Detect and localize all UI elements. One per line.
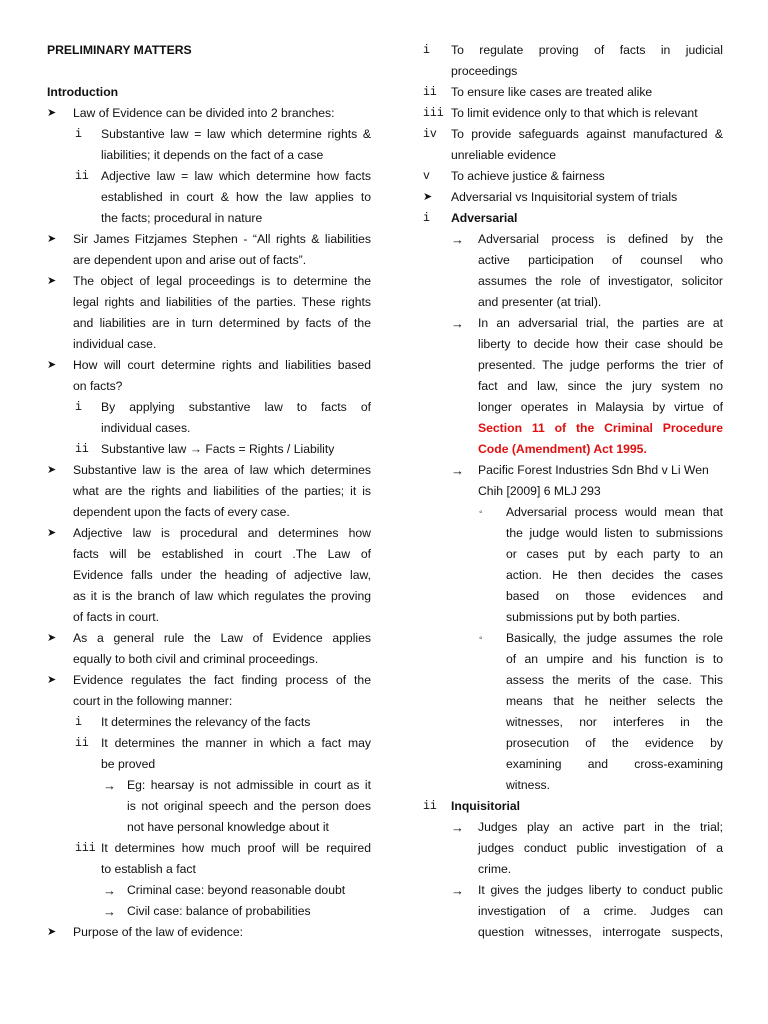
text-line bbox=[423, 628, 723, 649]
line-text: established in court & how the law applies to bbox=[101, 190, 371, 204]
line-text: means that he neither selects the bbox=[506, 694, 723, 708]
text-line bbox=[47, 124, 371, 145]
arrow-right-icon: → bbox=[451, 820, 464, 835]
text-line bbox=[47, 817, 371, 838]
line-text: dependent upon the facts of every case. bbox=[73, 505, 290, 519]
text-line bbox=[423, 775, 723, 796]
line-text: Evidence regulates the fact finding process of the bbox=[73, 673, 371, 687]
text-line bbox=[423, 754, 723, 775]
roman-numeral-marker: i bbox=[423, 44, 430, 57]
text-line bbox=[47, 628, 371, 649]
text-line bbox=[423, 166, 723, 187]
arrow-right-icon: → bbox=[103, 883, 116, 898]
text-line bbox=[423, 292, 723, 313]
line-text: To limit evidence only to that which is relevant bbox=[451, 106, 698, 120]
text-line bbox=[423, 502, 723, 523]
roman-numeral-marker: iii bbox=[75, 842, 96, 855]
text-line bbox=[423, 922, 723, 943]
text-line bbox=[423, 544, 723, 565]
line-text: liberty to decide how their case should be bbox=[478, 337, 723, 351]
text-line bbox=[423, 649, 723, 670]
line-text: individual cases. bbox=[101, 421, 191, 435]
text-line bbox=[423, 691, 723, 712]
subheading: Adversarial bbox=[451, 211, 518, 225]
text-line bbox=[47, 544, 371, 565]
text-line bbox=[47, 670, 371, 691]
line-text: assess the merits of the case. This bbox=[506, 673, 723, 687]
roman-numeral-marker: iii bbox=[423, 107, 444, 120]
line-text: facts will be established in court .The Law of bbox=[73, 547, 371, 561]
roman-numeral-marker: ii bbox=[75, 170, 89, 183]
text-line bbox=[423, 838, 723, 859]
text-line bbox=[47, 250, 371, 271]
line-text: examining and cross-examining bbox=[506, 757, 723, 771]
line-text: prosecution of the evidence by bbox=[506, 736, 723, 750]
text-line bbox=[423, 271, 723, 292]
text-line bbox=[423, 40, 723, 61]
line-text: Judges play an active part in the trial; bbox=[478, 820, 723, 834]
text-line bbox=[47, 880, 371, 901]
line-text: Adversarial vs Inquisitorial system of trials bbox=[451, 190, 678, 204]
text-line bbox=[47, 796, 371, 817]
text-line bbox=[47, 712, 371, 733]
line-text: and presenter (at trial). bbox=[478, 295, 602, 309]
bullet-icon: ➤ bbox=[47, 632, 57, 644]
text-line bbox=[47, 523, 371, 544]
text-line bbox=[423, 187, 723, 208]
text-line bbox=[423, 817, 723, 838]
line-text: witnesses, nor interferes in the bbox=[506, 715, 723, 729]
line-text: the judge would listen to submissions bbox=[506, 526, 723, 540]
text-line bbox=[47, 397, 371, 418]
line-text: submissions put by both parties. bbox=[506, 610, 681, 624]
text-line bbox=[47, 922, 371, 943]
line-text: are dependent upon and arise out of facts”. bbox=[73, 253, 307, 267]
text-line bbox=[423, 418, 723, 439]
line-text: Criminal case: beyond reasonable doubt bbox=[127, 883, 346, 897]
line-text: is not original speech and the person does bbox=[127, 799, 371, 813]
text-line bbox=[423, 901, 723, 922]
line-text: action. He then decides the cases bbox=[506, 568, 723, 582]
line-text: and liabilities are in turn determined by facts of the bbox=[73, 316, 371, 330]
text-line bbox=[423, 565, 723, 586]
roman-numeral-marker: iv bbox=[423, 128, 437, 141]
text-line bbox=[423, 523, 723, 544]
roman-numeral-marker: i bbox=[75, 401, 82, 414]
text-line bbox=[47, 187, 371, 208]
text-line bbox=[47, 481, 371, 502]
line-text: fact and law, since the jury system no bbox=[478, 379, 723, 393]
text-line bbox=[423, 313, 723, 334]
text-line bbox=[423, 61, 723, 82]
text-line bbox=[423, 733, 723, 754]
text-line bbox=[423, 880, 723, 901]
text-line bbox=[423, 376, 723, 397]
roman-numeral-marker: ii bbox=[423, 86, 437, 99]
text-line bbox=[47, 607, 371, 628]
line-text: Sir James Fitzjames Stephen - “All rights & liabilities bbox=[73, 232, 371, 246]
line-text: as it is the branch of law which regulates the proving bbox=[73, 589, 371, 603]
text-line bbox=[423, 355, 723, 376]
text-line bbox=[423, 145, 723, 166]
text-line bbox=[47, 334, 371, 355]
line-text: longer operates in Malaysia by virtue of bbox=[478, 400, 723, 414]
text-line bbox=[47, 838, 371, 859]
line-text: unreliable evidence bbox=[451, 148, 557, 162]
line-text: be proved bbox=[101, 757, 156, 771]
line-text: In an adversarial trial, the parties are at bbox=[478, 316, 723, 330]
line-text: Basically, the judge assumes the role bbox=[506, 631, 723, 645]
roman-numeral-marker: ii bbox=[423, 800, 437, 813]
line-text: To ensure like cases are treated alike bbox=[451, 85, 653, 99]
line-text: To regulate proving of facts in judicial bbox=[451, 43, 723, 57]
roman-numeral-marker: i bbox=[423, 212, 430, 225]
statute-reference: Section 11 of the Criminal Procedure bbox=[478, 421, 723, 435]
text-line bbox=[47, 166, 371, 187]
arrow-right-icon: → bbox=[451, 232, 464, 247]
line-text: what are the rights and liabilities of the parties; it is bbox=[73, 484, 371, 498]
text-line bbox=[423, 229, 723, 250]
line-text: Evidence falls under the heading of adjective law, bbox=[73, 568, 371, 582]
text-line bbox=[423, 334, 723, 355]
line-text: By applying substantive law to facts of bbox=[101, 400, 371, 414]
line-text: of an umpire and his function is to bbox=[506, 652, 723, 666]
line-text: Substantive law = law which determine rights & bbox=[101, 127, 371, 141]
text-line bbox=[47, 40, 371, 61]
text-line bbox=[423, 82, 723, 103]
bullet-icon: ➤ bbox=[47, 527, 57, 539]
text-line bbox=[47, 145, 371, 166]
line-text: the facts; procedural in nature bbox=[101, 211, 263, 225]
circle-bullet-icon: ◦ bbox=[479, 507, 483, 518]
line-text: equally to both civil and criminal proceedings. bbox=[73, 652, 319, 666]
left-column bbox=[47, 40, 371, 943]
text-line bbox=[47, 691, 371, 712]
line-text: It determines how much proof will be required bbox=[101, 841, 371, 855]
text-line bbox=[47, 565, 371, 586]
roman-numeral-marker: v bbox=[423, 170, 430, 183]
text-line bbox=[47, 733, 371, 754]
roman-numeral-marker: i bbox=[75, 128, 82, 141]
line-text: on facts? bbox=[73, 379, 123, 393]
bullet-icon: ➤ bbox=[47, 233, 57, 245]
line-text: Law of Evidence can be divided into 2 branches: bbox=[73, 106, 335, 120]
line-text: It determines the relevancy of the facts bbox=[101, 715, 311, 729]
text-line bbox=[47, 208, 371, 229]
text-line bbox=[423, 796, 723, 817]
text-line bbox=[47, 82, 371, 103]
roman-numeral-marker: ii bbox=[75, 737, 89, 750]
arrow-right-icon: → bbox=[451, 316, 464, 331]
line-text: assumes the role of investigator, solicitor bbox=[478, 274, 723, 288]
text-line bbox=[47, 418, 371, 439]
line-text: To achieve justice & fairness bbox=[451, 169, 605, 183]
text-line bbox=[423, 481, 723, 502]
line-text: Adjective law = law which determine how facts bbox=[101, 169, 371, 183]
text-line bbox=[423, 208, 723, 229]
text-line bbox=[47, 61, 371, 82]
right-column bbox=[423, 40, 723, 943]
line-text: court in the following manner: bbox=[73, 694, 233, 708]
text-line bbox=[47, 103, 371, 124]
line-text: question witnesses, interrogate suspects, bbox=[478, 925, 723, 939]
text-line bbox=[47, 292, 371, 313]
line-text: not have personal knowledge about it bbox=[127, 820, 329, 834]
line-text: crime. bbox=[478, 862, 512, 876]
line-text: based on those evidences and bbox=[506, 589, 723, 603]
text-line bbox=[47, 754, 371, 775]
text-line bbox=[47, 355, 371, 376]
line-text: Purpose of the law of evidence: bbox=[73, 925, 244, 939]
text-line bbox=[423, 439, 723, 460]
line-text: Substantive law → Facts = Rights / Liability bbox=[101, 442, 335, 456]
section-heading: Introduction bbox=[47, 85, 119, 99]
line-text: It gives the judges liberty to conduct public bbox=[478, 883, 723, 897]
line-text: presented. The judge performs the trier of bbox=[478, 358, 723, 372]
text-line bbox=[423, 124, 723, 145]
line-text: Eg: hearsay is not admissible in court as it bbox=[127, 778, 371, 792]
text-line bbox=[423, 712, 723, 733]
text-line bbox=[47, 775, 371, 796]
text-line bbox=[423, 397, 723, 418]
text-line bbox=[423, 586, 723, 607]
bullet-icon: ➤ bbox=[47, 275, 57, 287]
line-text: investigation of a crime. Judges can bbox=[478, 904, 723, 918]
line-text: legal rights and liabilities of the parties. These rights bbox=[73, 295, 371, 309]
text-line bbox=[47, 901, 371, 922]
line-text: Adversarial process would mean that bbox=[506, 505, 723, 519]
line-text: The object of legal proceedings is to determine the bbox=[73, 274, 371, 288]
line-text: or cases put by each party to an bbox=[506, 547, 723, 561]
section-heading: PRELIMINARY MATTERS bbox=[47, 43, 192, 57]
text-line bbox=[47, 502, 371, 523]
line-text: Adjective law is procedural and determines how bbox=[73, 526, 371, 540]
bullet-icon: ➤ bbox=[47, 107, 57, 119]
text-line bbox=[47, 859, 371, 880]
line-text: witness. bbox=[506, 778, 551, 792]
roman-numeral-marker: i bbox=[75, 716, 82, 729]
line-text: individual case. bbox=[73, 337, 157, 351]
text-line bbox=[47, 439, 371, 460]
line-text: active participation of counsel who bbox=[478, 253, 723, 267]
line-text: to establish a fact bbox=[101, 862, 196, 876]
text-line bbox=[423, 103, 723, 124]
line-text: To provide safeguards against manufactured & bbox=[451, 127, 723, 141]
line-text: judges conduct public investigation of a bbox=[478, 841, 723, 855]
text-line bbox=[47, 229, 371, 250]
bullet-icon: ➤ bbox=[423, 191, 433, 203]
line-text: Adversarial process is defined by the bbox=[478, 232, 723, 246]
text-line bbox=[423, 250, 723, 271]
arrow-right-icon: → bbox=[451, 883, 464, 898]
text-line bbox=[423, 859, 723, 880]
bullet-icon: ➤ bbox=[47, 464, 57, 476]
line-text: of facts in court. bbox=[73, 610, 160, 624]
line-text: Chih [2009] 6 MLJ 293 bbox=[478, 484, 601, 498]
arrow-right-icon: → bbox=[451, 463, 464, 478]
circle-bullet-icon: ◦ bbox=[479, 633, 483, 644]
arrow-right-icon: → bbox=[103, 778, 116, 793]
line-text: How will court determine rights and liabilities based bbox=[73, 358, 371, 372]
subheading: Inquisitorial bbox=[451, 799, 521, 813]
line-text: Pacific Forest Industries Sdn Bhd v Li Wen bbox=[478, 463, 709, 477]
text-line bbox=[423, 460, 723, 481]
line-text: Substantive law is the area of law which determines bbox=[73, 463, 371, 477]
text-line bbox=[47, 271, 371, 292]
line-text: liabilities; it depends on the fact of a case bbox=[101, 148, 324, 162]
line-text: It determines the manner in which a fact may bbox=[101, 736, 371, 750]
text-line bbox=[423, 670, 723, 691]
text-line bbox=[47, 586, 371, 607]
bullet-icon: ➤ bbox=[47, 359, 57, 371]
bullet-icon: ➤ bbox=[47, 674, 57, 686]
text-line bbox=[47, 313, 371, 334]
line-text: Civil case: balance of probabilities bbox=[127, 904, 311, 918]
statute-reference: Code (Amendment) Act 1995. bbox=[478, 442, 647, 456]
text-line bbox=[47, 460, 371, 481]
line-text: As a general rule the Law of Evidence applies bbox=[73, 631, 371, 645]
text-line bbox=[423, 607, 723, 628]
text-line bbox=[47, 376, 371, 397]
arrow-right-icon: → bbox=[103, 904, 116, 919]
bullet-icon: ➤ bbox=[47, 926, 57, 938]
text-line bbox=[47, 649, 371, 670]
roman-numeral-marker: ii bbox=[75, 443, 89, 456]
line-text: proceedings bbox=[451, 64, 518, 78]
